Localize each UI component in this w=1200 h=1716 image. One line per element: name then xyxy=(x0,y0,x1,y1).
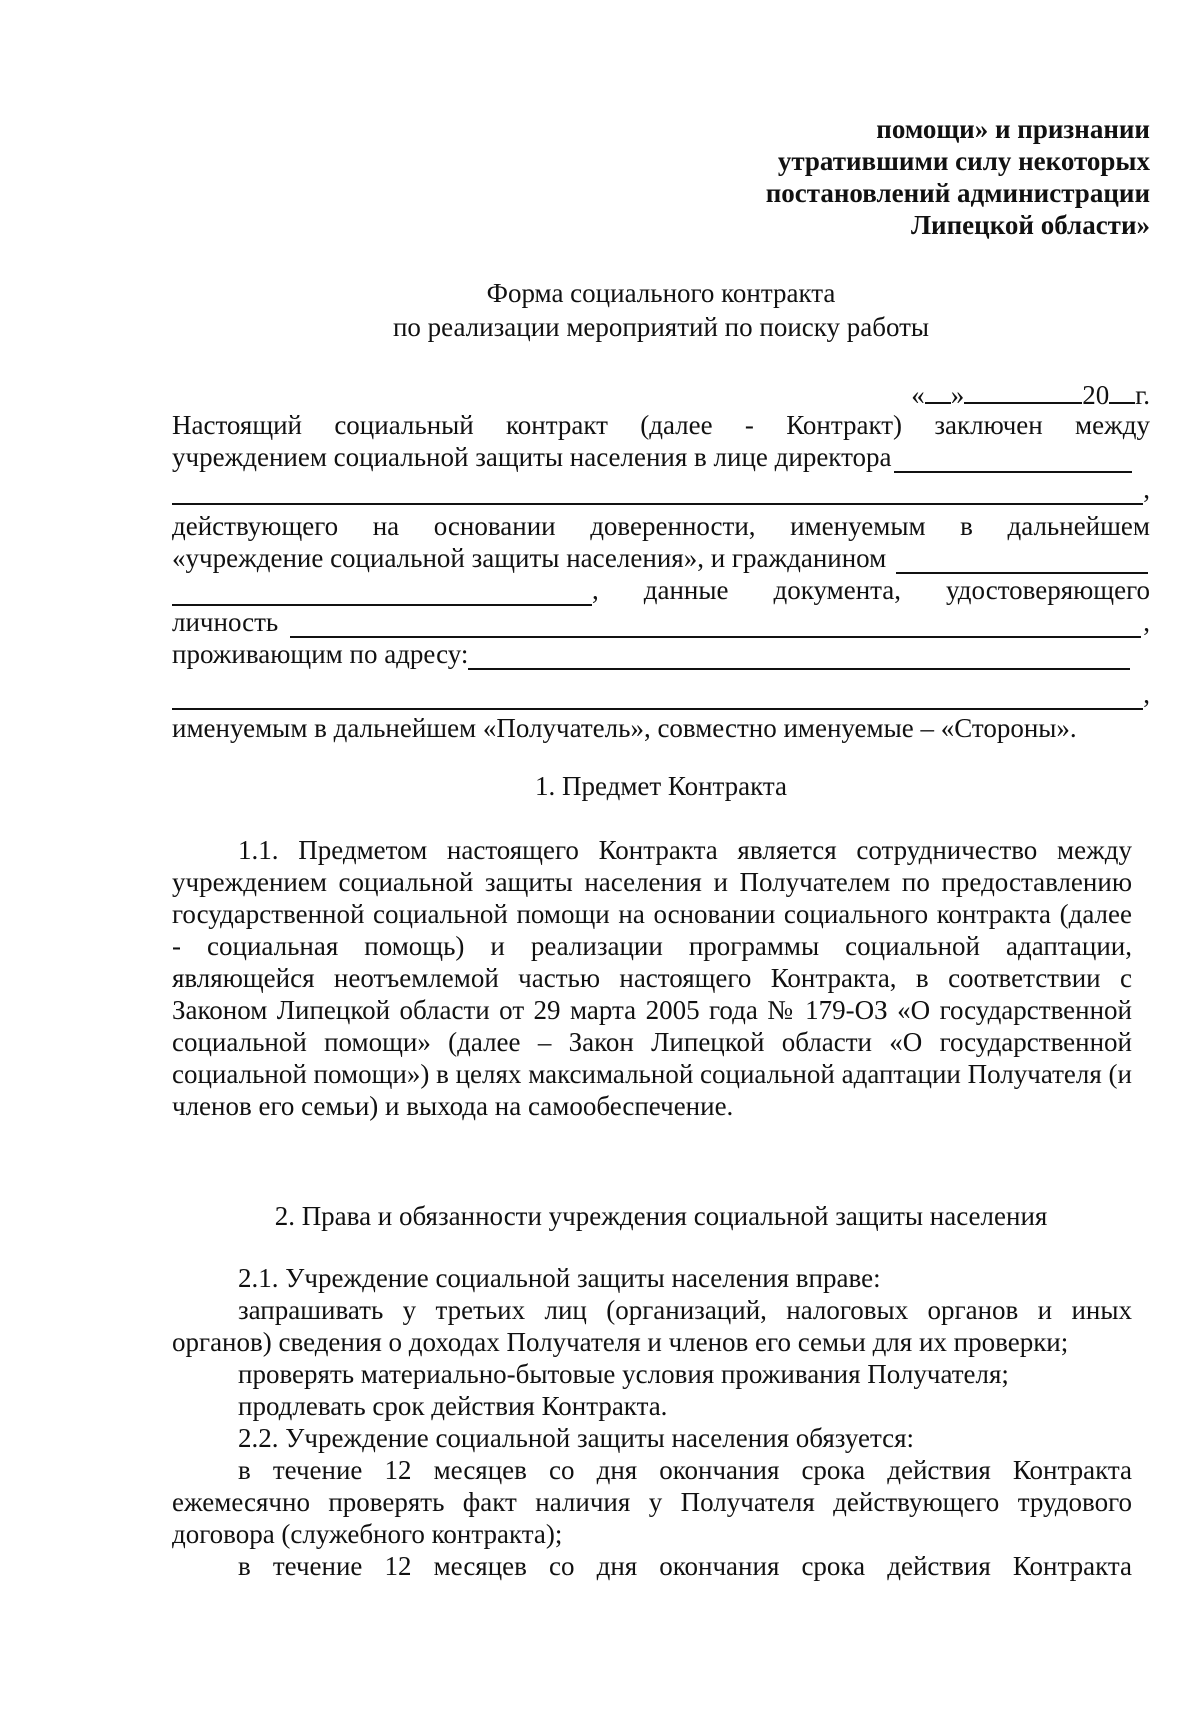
section-2-title: 2. Права и обязанности учреждения социальной защиты населения xyxy=(274,1201,1048,1231)
section-2-2-item-b: в течение 12 месяцев со дня окончания срока действия Контракта xyxy=(238,1551,1132,1581)
date-line: « » 20 г. xyxy=(911,376,1150,411)
intro-line-8: проживающим по адресу: xyxy=(172,639,469,669)
title-line-2: по реализации мероприятий по поиску работы xyxy=(392,312,930,342)
director-name-blank-2 xyxy=(172,479,1143,505)
intro-line-10: именуемым в дальнейшем «Получатель», совместно именуемые – «Стороны». xyxy=(172,713,1077,743)
intro-line-1: Настоящий социальный контракт (далее - Контракт) заключен между xyxy=(172,410,1150,440)
section-1-paragraph-1-1: 1.1. Предметом настоящего Контракта является сотрудничество между учреждением социальной защиты населения и Получателем по предоставлению государственной социальной помощи на основании социального контракта (далее - социальная помощь) и реализации программы социальной адаптации, являющейся неотъемлемой частью настоящего Контракта, в соответствии с Законом Липецкой области от 29 марта 2005 года № 179-ОЗ «О государственной социальной помощи» (далее – Закон Липецкой области «О государственной социальной помощи») в целях максимальной социальной адаптации Получателя (и членов его семьи) и выхода на самообеспечение. xyxy=(172,835,1132,1121)
section-2-1-heading: 2.1. Учреждение социальной защиты населения вправе: xyxy=(238,1263,881,1293)
intro-line-6: , данные документа, удостоверяющего xyxy=(592,575,1150,605)
day-blank xyxy=(925,376,951,404)
intro-line-7: личность xyxy=(172,607,279,637)
document-page: помощи» и признании утратившими силу некоторых постановлений администрации Липецкой области» Форма социального контракта по реализации мероприятий по поиску работы « » 20 г. Настоящий социальный контракт (далее - Контракт) заключен между учреждением социальной защиты населения в лице директора , действующего на основании доверенности, именуемым в дальнейшем «учреждение социальной защиты населения», и гражданином , данные документа, удостоверяющего личность , проживающим по адресу: , именуемым в дальнейшем «Получатель», совместно именуемые – «Стороны». 1. Предмет Контракта 1.1. Предметом настоящего Контракта является сотрудничество между учреждением социальной защиты населения и Получателем по предоставлению государственной социальной помощи на основании социального контракта (далее - социальная помощь) и реализации программы социальной адаптации, являющейся неотъемлемой частью настоящего Контракта, в соответствии с Законом Липецкой области от 29 марта 2005 года № 179-ОЗ «О государственной социальной помощи» (далее – Закон Липецкой области «О государственной социальной помощи») в целях максимальной социальной адаптации Получателя (и членов его семьи) и выхода на самообеспечение. 2. Права и обязанности учреждения социальной защиты населения 2.1. Учреждение социальной защиты населения вправе: запрашивать у третьих лиц (организаций, налоговых органов и иных органов) сведения о доходах Получателя и членов его семьи для их проверки; проверять материально-бытовые условия проживания Получателя; продлевать срок действия Контракта. 2.2. Учреждение социальной защиты населения обязуется: в течение 12 месяцев со дня окончания срока действия Контракта ежемесячно проверять факт наличия у Получателя действующего трудового договора (служебного контракта); в течение 12 месяцев со дня окончания срока действия Контракта xyxy=(172,114,1150,1581)
section-1-title: 1. Предмет Контракта xyxy=(534,771,788,801)
citizen-name-blank xyxy=(896,548,1148,574)
director-name-blank xyxy=(894,447,1133,473)
section-2-1-item-a: запрашивать у третьих лиц (организаций, налоговых органов и иных органов) сведения о доходах Получателя и членов его семьи для их проверки; xyxy=(172,1295,1132,1357)
intro-line-5: «учреждение социальной защиты населения», и гражданином xyxy=(172,543,887,573)
header-line: Липецкой области» xyxy=(910,210,1150,240)
section-2-2-heading: 2.2. Учреждение социальной защиты населения обязуется: xyxy=(238,1423,915,1453)
citizen-name-blank-2 xyxy=(172,580,592,606)
header-line: помощи» и признании xyxy=(876,114,1150,144)
title-line-1: Форма социального контракта xyxy=(486,278,836,308)
year-blank xyxy=(1109,376,1135,404)
document-title xyxy=(172,276,1150,344)
address-blank-2 xyxy=(172,684,1143,710)
section-2-1-item-b: проверять материально-бытовые условия проживания Получателя; xyxy=(238,1359,1009,1389)
header-line: утратившими силу некоторых xyxy=(777,146,1150,176)
month-blank xyxy=(964,376,1082,404)
section-2-1-item-c: продлевать срок действия Контракта. xyxy=(238,1391,668,1421)
identity-document-blank xyxy=(290,612,1141,638)
intro-line-2: учреждением социальной защиты населения в лице директора xyxy=(172,442,892,472)
address-blank xyxy=(468,644,1130,670)
header-line: постановлений администрации xyxy=(765,178,1150,208)
document-header xyxy=(766,113,1150,241)
intro-line-4: действующего на основании доверенности, именуемым в дальнейшем xyxy=(172,511,1150,541)
section-2-2-item-a: в течение 12 месяцев со дня окончания срока действия Контракта ежемесячно проверять факт наличия у Получателя действующего трудового договора (служебного контракта); xyxy=(172,1455,1132,1549)
